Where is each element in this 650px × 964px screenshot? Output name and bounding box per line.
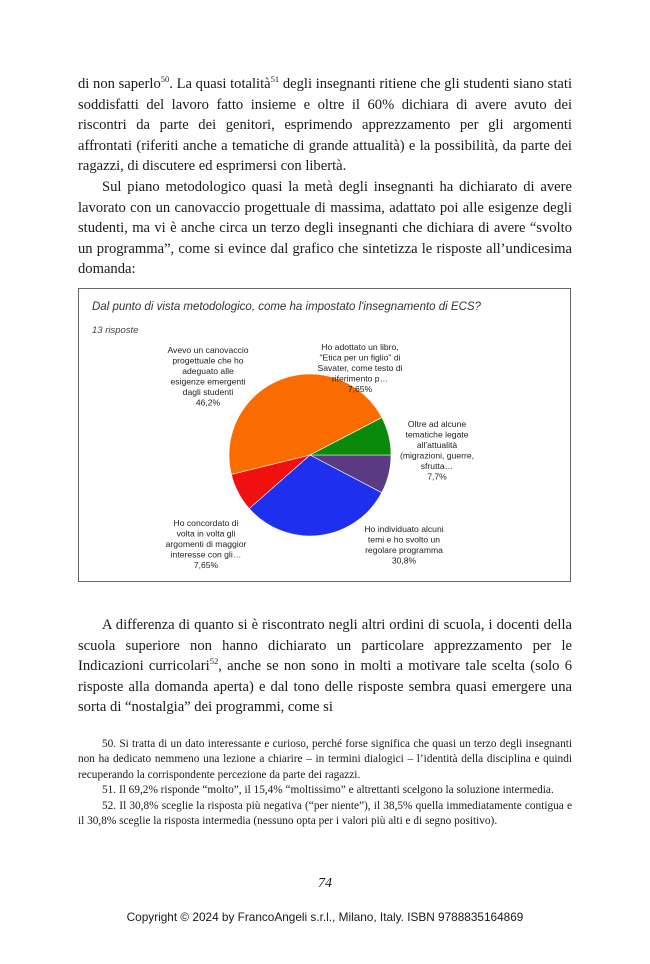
- footnote-52: 52. Il 30,8% sceglie la risposta più negativa (“per niente”), il 38,5% quella immediatamente contigua e il 30,8% sceglie la risposta intermedia (nessuno opta per i valori più alti e di segno positivo).: [78, 799, 572, 828]
- para1-text-a: di non saperlo: [78, 76, 161, 92]
- slice-label-3: Ho concordato di volta in volta gli argomenti di maggior interesse con gli… 7,65%: [165, 518, 247, 570]
- chart-subtitle: 13 risposte: [92, 325, 139, 336]
- pie-slices: [229, 374, 391, 536]
- slice-label-1: Oltre ad alcune tematiche legate all'attualità (migrazioni, guerre, sfrutta… 7,7%: [399, 419, 475, 482]
- pie-chart-svg: [79, 289, 572, 583]
- footnote-50: 50. Si tratta di un dato interessante e curioso, perché forse significa che quasi un terzo degli insegnanti non ha dedicato nemmeno una lezione a chiarire – in termini dialogici – l’identità della disciplina e quindi recuperando la corrispondente percezione da parte dei ragazzi.: [78, 738, 572, 781]
- footnote-51: 51. Il 69,2% risponde “molto”, il 15,4% “moltissimo” e altrettanti scelgono la soluzione intermedia.: [102, 784, 554, 797]
- footnotes: [78, 737, 572, 829]
- para1-text-b: . La quasi totalità: [169, 76, 271, 92]
- slice-label-2: Ho individuato alcuni temi e ho svolto un regolare programma 30,8%: [364, 524, 444, 566]
- para1-text-c: degli insegnanti ritiene che gli studenti siano stati soddisfatti del lavoro fatto insieme e oltre il 60% dichiara di avere avuto dei riscontri da parte dei genitori, esprimendo apprezzamento per gli argomenti affrontati (riferiti anche a tematiche di grande attualità) e la possibilità, da parte dei ragazzi, di discutere ed esprimersi con libertà.: [78, 76, 573, 174]
- paragraph-1: [78, 74, 572, 177]
- footnote-ref-50[interactable]: 50: [160, 74, 170, 85]
- para3-text-b: , anche se non sono in molti a motivare tale scelta (solo 6 risposte alla domanda aperta) e dal tono delle risposte sembra quasi emergere una sorta di “nostalgia” dei programmi, come si: [78, 658, 572, 715]
- paragraph-2: Sul piano metodologico quasi la metà degli insegnanti ha dichiarato di avere lavorato con un canovaccio progettuale di massima, adattato poi alle esigenze degli studenti, ma vi è anche circa un terzo degli insegnanti che dichiara di avere “svolto un programma”, come si evince dal grafico che sintetizza le risposte all’undicesima domanda:: [78, 179, 572, 277]
- slice-label-4: Avevo un canovaccio progettuale che ho adeguato alle esigenze emergenti dagli studenti 46,2%: [167, 345, 249, 408]
- footnote-ref-51[interactable]: 51: [270, 74, 280, 85]
- slice-label-5: Ho adottato un libro, "Etica per un figlio" di Savater, come testo di riferimento p… 7,65%: [317, 342, 403, 394]
- paragraph-3: [78, 615, 572, 718]
- para3-text-a: A differenza di quanto si è riscontrato negli altri ordini di scuola, i docenti della scuola superiore non hanno dichiarato un particolare apprezzamento per le Indicazioni curricolari: [78, 617, 572, 674]
- footnote-ref-52[interactable]: 52: [209, 656, 219, 667]
- chart-title: Dal punto di vista metodologico, come ha impostato l'insegnamento di ECS?: [92, 301, 481, 313]
- copyright-notice: Copyright © 2024 by FrancoAngeli s.r.l., Milano, Italy. ISBN 9788835164869: [126, 910, 524, 924]
- pie-chart-figure: [78, 288, 571, 582]
- page-number: 74: [318, 876, 332, 891]
